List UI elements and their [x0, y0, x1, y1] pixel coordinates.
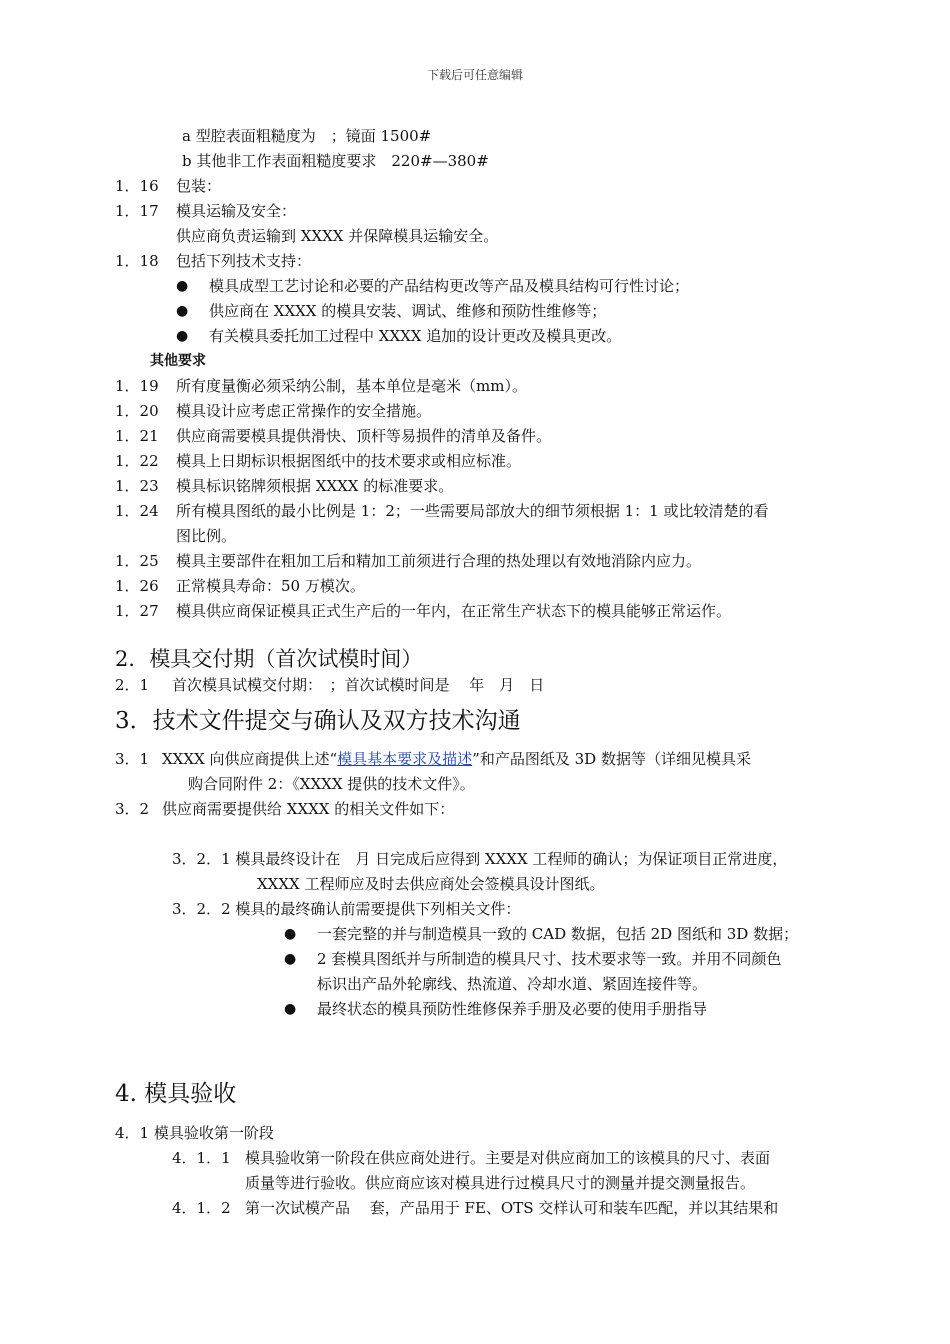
item-text: 图比例。 — [176, 527, 237, 545]
item-text: 模具标识铭牌须根据 XXXX 的标准要求。 — [176, 477, 454, 495]
section-2-title: 2．模具交付期（首次试模时间） — [115, 647, 423, 671]
bullet-text: 有关模具委托加工过程中 XXXX 追加的设计更改及模具更改。 — [209, 327, 622, 345]
item-text: 购合同附件 2：《XXXX 提供的技术文件》。 — [188, 775, 475, 793]
sub-item-text: 模具验收第一阶段在供应商处进行。主要是对供应商加工的该模具的尺寸、表面 — [245, 1149, 771, 1167]
item-text: 包装： — [176, 177, 222, 195]
bullet-icon: ● — [176, 278, 189, 294]
item-text-post: ”和产品图纸及 3D 数据等（详细见模具采 — [472, 750, 751, 768]
bullet-text: 一套完整的并与制造模具一致的 CAD 数据，包括 2D 图纸和 3D 数据； — [317, 925, 799, 943]
item-number: 3．2 — [115, 800, 150, 818]
sub-item-text: 3．2．2 模具的最终确认前需要提供下列相关文件： — [172, 900, 521, 918]
item-number: 1．16 — [115, 177, 159, 195]
item-number: 2．1 — [115, 676, 150, 694]
section-3-title: 3．技术文件提交与确认及双方技术沟通 — [115, 708, 521, 734]
roughness-b: b 其他非工作表面粗糙度要求 220#—380# — [182, 152, 489, 170]
item-text: 模具主要部件在粗加工后和精加工前须进行合理的热处理以有效地消除内应力。 — [176, 552, 702, 570]
item-number: 1．26 — [115, 577, 159, 595]
item-text: 模具设计应考虑正常操作的安全措施。 — [176, 402, 432, 420]
header-note: 下载后可任意编辑 — [426, 68, 523, 82]
item-text: 所有度量衡必须采纳公制，基本单位是毫米（mm）。 — [176, 377, 527, 395]
item-text: 首次模具试模交付期： ；首次试模时间是 年 月 日 — [172, 676, 545, 694]
item-number: 1．19 — [115, 377, 159, 395]
bullet-icon: ● — [176, 328, 189, 344]
item-number: 1．27 — [115, 602, 159, 620]
item-text: 供应商需要提供给 XXXX 的相关文件如下： — [162, 800, 455, 818]
sub-item-text: 3．2．1 模具最终设计在 月 日完成后应得到 XXXX 工程师的确认；为保证项目正常进度， — [172, 850, 788, 868]
other-requirements-title: 其他要求 — [150, 353, 206, 369]
bullet-text: 供应商在 XXXX 的模具安装、调试、维修和预防性维修等； — [209, 302, 607, 320]
roughness-a: a 型腔表面粗糙度为 ；镜面 1500# — [182, 127, 432, 145]
bullet-text: 模具成型工艺讨论和必要的产品结构更改等产品及模具结构可行性讨论； — [209, 277, 690, 295]
bullet-text: 2 套模具图纸并与所制造的模具尺寸、技术要求等一致。并用不同颜色 — [317, 950, 782, 968]
bullet-icon: ● — [284, 926, 297, 942]
sub-item-text: 质量等进行验收。供应商应该对模具进行过模具尺寸的测量并提交测量报告。 — [245, 1174, 756, 1192]
item-number: 3．1 — [115, 750, 150, 768]
section-4-title: 4. 模具验收 — [115, 1081, 237, 1107]
requirements-link[interactable]: 模具基本要求及描述 — [337, 750, 473, 768]
bullet-text: 最终状态的模具预防性维修保养手册及必要的使用手册指导 — [317, 1000, 708, 1018]
item-number: 1．21 — [115, 427, 159, 445]
item-number: 1．20 — [115, 402, 159, 420]
sub-item-text: XXXX 工程师应及时去供应商处会签模具设计图纸。 — [257, 875, 605, 893]
bullet-icon: ● — [284, 951, 297, 967]
item-text: 供应商负责运输到 XXXX 并保障模具运输安全。 — [176, 227, 499, 245]
item-text: 包括下列技术支持： — [176, 252, 312, 270]
item-text: 正常模具寿命：50 万模次。 — [176, 577, 365, 595]
item-text: 模具上日期标识根据图纸中的技术要求或相应标准。 — [176, 452, 522, 470]
item-number: 1．24 — [115, 502, 159, 520]
item-text — [162, 748, 751, 770]
sub-item-number: 4．1．1 — [172, 1149, 231, 1167]
item-text-pre: XXXX 向供应商提供上述“ — [162, 750, 338, 768]
item-text: 模具供应商保证模具正式生产后的一年内，在正常生产状态下的模具能够正常运作。 — [176, 602, 732, 620]
item-number: 1．25 — [115, 552, 159, 570]
bullet-icon: ● — [284, 1001, 297, 1017]
item-number: 1．17 — [115, 202, 159, 220]
bullet-icon: ● — [176, 303, 189, 319]
item-number: 1．18 — [115, 252, 159, 270]
item-text: 供应商需要模具提供滑快、顶杆等易损件的清单及备件。 — [176, 427, 552, 445]
bullet-text: 标识出产品外轮廓线、热流道、冷却水道、紧固连接件等。 — [317, 975, 708, 993]
item-text: 模具运输及安全： — [176, 202, 297, 220]
sub-item-number: 4．1．2 — [172, 1199, 231, 1217]
item-text: 所有模具图纸的最小比例是 1：2；一些需要局部放大的细节须根据 1：1 或比较清楚的看 — [176, 502, 769, 520]
item-text: 4．1 模具验收第一阶段 — [115, 1124, 274, 1142]
sub-item-text: 第一次试模产品 套，产品用于 FE、OTS 交样认可和装车匹配，并以其结果和 — [245, 1199, 779, 1217]
item-number: 1．23 — [115, 477, 159, 495]
item-number: 1．22 — [115, 452, 159, 470]
